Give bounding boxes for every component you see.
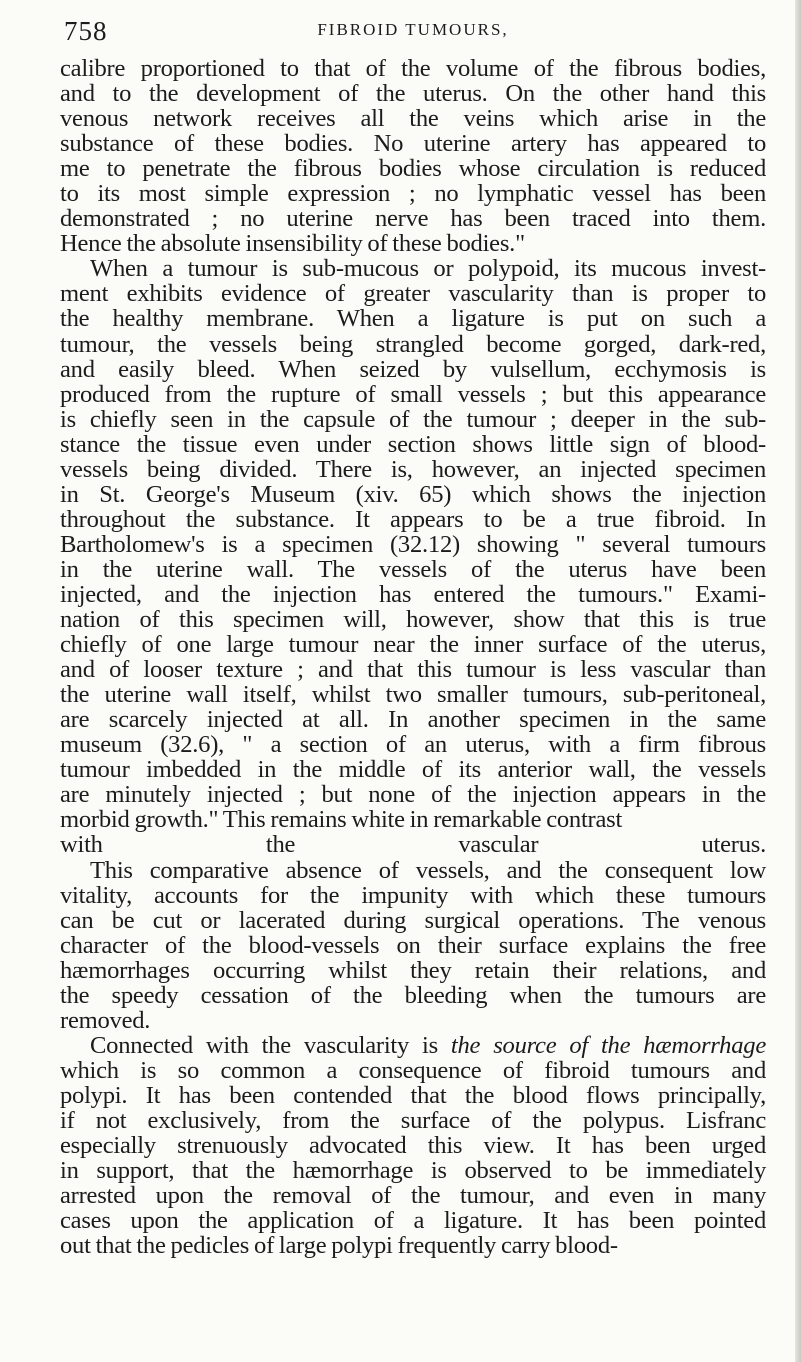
text-line: are scarcely injected at all. In another specimen in the same <box>60 706 766 734</box>
text-line: the healthy membrane. When a ligature is put on such a <box>60 305 766 333</box>
text-line: demonstrated ; no uterine nerve has been traced into them. <box>60 205 766 233</box>
text-line: vessels being divided. There is, however, an injected specimen <box>60 455 766 483</box>
text-line: is chiefly seen in the capsule of the tumour ; deeper in the sub- <box>60 405 766 433</box>
text-line: in St. George's Museum (xiv. 65) which shows the injection <box>60 480 766 508</box>
text-line: stance the tissue even under section shows little sign of blood- <box>60 430 766 458</box>
body-text <box>60 56 766 1258</box>
text-line: and of looser texture ; and that this tumour is less vascular than <box>60 656 766 684</box>
text-line: chiefly of one large tumour near the inner surface of the uterus, <box>60 631 766 659</box>
text-line: in the uterine wall. The vessels of the uterus have been <box>60 555 766 583</box>
text-line: hæmorrhages occurring whilst they retain their relations, and <box>60 956 766 984</box>
text-line: morbid growth." This remains white in remarkable contrast <box>60 806 623 834</box>
text-line: out that the pedicles of large polypi frequently carry blood- <box>60 1232 618 1260</box>
text-line: throughout the substance. It appears to be a true fibroid. In <box>60 505 766 533</box>
text-line: nation of this specimen will, however, show that this is true <box>60 606 766 634</box>
text-line: Bartholomew's is a specimen (32.12) showing " several tumours <box>60 530 766 558</box>
page-edge-shadow <box>795 0 801 1362</box>
text-line: polypi. It has been contended that the blood flows principally, <box>60 1081 766 1109</box>
text-line: if not exclusively, from the surface of the polypus. Lisfranc <box>60 1106 766 1134</box>
text-line: to its most simple expression ; no lymphatic vessel has been <box>60 180 766 208</box>
text-line: and to the development of the uterus. On the other hand this <box>60 80 766 108</box>
text-line: arrested upon the removal of the tumour, and even in many <box>60 1182 766 1210</box>
text-line: especially strenuously advocated this view. It has been urged <box>60 1132 766 1160</box>
text-line: removed. <box>60 1006 151 1034</box>
text-line: me to penetrate the fibrous bodies whose circulation is reduced <box>60 155 766 183</box>
text-line: are minutely injected ; but none of the injection appears in the <box>60 781 766 809</box>
text-line: tumour, the vessels being strangled become gorged, dark-red, <box>60 330 766 358</box>
text-line: Hence the absolute insensibility of these bodies." <box>60 230 525 258</box>
text-line: in support, that the hæmorrhage is observed to be immediately <box>60 1157 766 1185</box>
text-line: the speedy cessation of the bleeding when the tumours are <box>60 981 766 1009</box>
page-number: 758 <box>64 16 108 46</box>
text-line: with the vascular uterus. <box>60 831 766 859</box>
text-line: calibre proportioned to that of the volume of the fibrous bodies, <box>60 55 766 82</box>
text-line: produced from the rupture of small vessels ; but this appearance <box>60 380 766 408</box>
running-head: FIBROID TUMOURS, <box>317 20 509 39</box>
text-line: tumour imbedded in the middle of its anterior wall, the vessels <box>60 756 766 784</box>
text-line: character of the blood-vessels on their surface explains the free <box>60 931 766 959</box>
text-line: venous network receives all the veins which arise in the <box>60 105 766 133</box>
text-line: substance of these bodies. No uterine artery has appeared to <box>60 130 766 158</box>
text-line: the uterine wall itself, whilst two smaller tumours, sub-peritoneal, <box>60 681 766 709</box>
text-line: When a tumour is sub-mucous or polypoid, its mucous invest- <box>90 255 766 283</box>
text-line: can be cut or lacerated during surgical operations. The venous <box>60 906 766 934</box>
text-line: museum (32.6), " a section of an uterus, with a firm fibrous <box>60 731 766 759</box>
text-line: cases upon the application of a ligature. It has been pointed <box>60 1207 766 1235</box>
text-line: injected, and the injection has entered the tumours." Exami- <box>60 580 766 608</box>
italic-phrase: the source of the hæmorrhage <box>450 1031 766 1059</box>
page-header <box>60 6 766 46</box>
text-line: and easily bleed. When seized by vulsellum, ecchymosis is <box>60 355 766 383</box>
text-line: Connected with the vascularity is the source of the hæmorrhage <box>90 1031 766 1059</box>
text-line: which is so common a consequence of fibroid tumours and <box>60 1056 766 1084</box>
text-line: This comparative absence of vessels, and the consequent low <box>90 856 766 884</box>
text-line: vitality, accounts for the impunity with which these tumours <box>60 881 766 909</box>
text-line: ment exhibits evidence of greater vascularity than is proper to <box>60 280 766 308</box>
